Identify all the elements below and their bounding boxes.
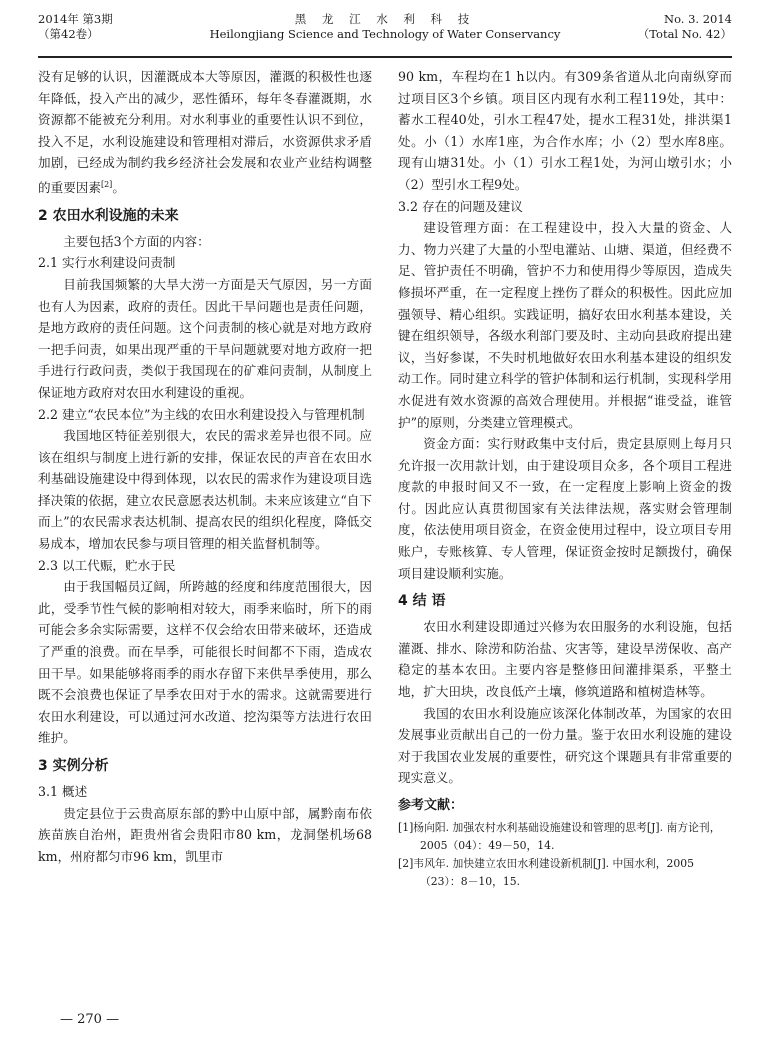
paragraph: 没有足够的认识，因灌溉成本大等原因，灌溉的积极性也逐年降低，投入产出的减少，恶性循环，每年冬春灌溉期，水资源都不能被充分利用。对水利事业的重要性认识不到位，投入不足，水利设施建设和管理相对滞后，水资源供求矛盾加剧，已经成为制约我乡经济社会发展和农业产业结构调整的重要因素[2]。	[38, 69, 372, 196]
paragraph: 90 km，车程均在1 h以内。有309条省道从北向南纵穿而过项目区3个乡镇。项目区内现有水利工程119处，其中：蓄水工程40处，引水工程47处，提水工程31处，排洪渠1处。小（1）水库1座，为合作水库；小（2）型水库8座。现有山塘31处。小（1）引水工程1处，为河山墩引水；小（2）型引水工程9处。	[398, 69, 732, 192]
section-heading: 3 实例分析	[38, 758, 109, 774]
left-column	[38, 66, 372, 867]
section-heading: 4 结 语	[398, 593, 446, 610]
paragraph: 我国地区特征差别很大，农民的需求差异也很不同。应该在组织与制度上进行新的安排，保证农民的声音在农田水利基础设施建设中得到体现，以农民的需求作为建设项目选择决策的依据，建立农民意愿表达机制。未来应该建立“自下而上”的农民需求表达机制、提高农民的组织化程度，降低交易成本，增加农民参与项目管理的相关监督机制等。	[38, 428, 372, 552]
journal-title-cn: 黑 龙 江 水 利 科 技	[294, 12, 476, 26]
right-column	[398, 66, 732, 891]
header-number	[638, 12, 732, 42]
references-heading: 参考文献：	[398, 798, 464, 813]
paragraph: 资金方面：实行财政集中支付后，贵定县原则上每月只允许报一次用款计划，由于建设项目众多，各个项目工程进度款的申报时间又不一致，在一定程度上影响上资金的拨付。因此应认真贯彻国家有关法律法规，落实财会管理制度，依法使用项目资金，在资金使用过程中，设立项目专用账户，专账核算、专人管理，保证资金按时足额拨付，确保项目建设顺利实施。	[398, 436, 732, 581]
page-header	[38, 6, 732, 58]
paragraph: 农田水利建设即通过兴修为农田服务的水利设施，包括灌溉、排水、除涝和防治盐、灾害等，建设旱涝保收、高产稳定的基本农田。主要内容是整修田间灌排渠系，平整土地，扩大田块，改良低产土壤，修筑道路和植树造林等。	[398, 619, 732, 700]
paragraph: 目前我国频繁的大旱大涝一方面是天气原因，另一方面也有人为因素，政府的责任。因此干旱问题也是责任问题，是地方政府的责任问题。这个问责制的核心就是对地方政府一把手问责，如果出现严重的干旱问题就要对地方政府一把手进行行政问责，类似于我国现在的矿难问责制，从制度上保证地方政府对农田水利建设的重视。	[38, 276, 372, 400]
header-no: No. 3. 2014	[664, 12, 732, 26]
paragraph: 我国的农田水利设施应该深化体制改革，为国家的农田发展事业贡献出自己的一份力量。鉴于农田水利设施的建设对于我国农业发展的重要性，研究这个课题具有非常重要的现实意义。	[398, 705, 732, 786]
reference-item: [1]杨向阳. 加强农村水利基础设施建设和管理的思考[J]. 南方论刊，2005（04）：49－50，14.	[398, 821, 721, 852]
subsection-heading: 3.1 概述	[38, 784, 88, 799]
paragraph: 主要包括3个方面的内容：	[63, 233, 210, 249]
subsection-heading: 2.2 建立“农民本位”为主线的农田水利建设投入与管理机制	[38, 406, 365, 422]
page-number: — 270 —	[60, 1012, 120, 1027]
paragraph: 贵定县位于云贵高原东部的黔中山原中部，属黔南布依族苗族自治州，距贵州省会贵阳市80 km，龙洞堡机场68 km，州府都匀市96 km，凯里市	[38, 805, 372, 864]
reference-item: [2]韦风年. 加快建立农田水利建设新机制[J]. 中国水利，2005（23）：8－10，15.	[398, 857, 694, 888]
journal-title-en: Heilongjiang Science and Technology of Water Conservancy	[209, 27, 561, 41]
citation: [2]	[100, 179, 113, 189]
paragraph: 建设管理方面：在工程建设中，投入大量的资金、人力、物力兴建了大量的小型电灌站、山塘、渠道，但经费不足、管护责任不明确，管护不力和使用得少等原因，造成失修损坏严重，在一定程度上挫伤了群众的积极性。因此应加强领导、精心组织。实践证明，搞好农田水利基本建设，关键在组织领导，各级水利部门要及时、主动向县政府提出建议，当好参谋，不失时机地做好农田水利基本建设的组织发动工作。同时建立科学的管护体制和运行机制，实现科学用水促进有效水资源的高效合理使用。并根据“谁受益，谁管护”的原则，分类建立管理模式。	[398, 220, 732, 430]
header-journal	[208, 12, 562, 42]
header-volume: （第42卷）	[38, 27, 99, 41]
header-issue	[38, 12, 113, 42]
header-year-issue: 2014年 第3期	[38, 12, 113, 26]
subsection-heading: 2.1 实行水利建设问责制	[38, 255, 176, 271]
subsection-heading: 3.2 存在的问题及建议	[398, 198, 523, 214]
subsection-heading: 2.3 以工代赈，贮水于民	[38, 557, 176, 573]
paragraph: 由于我国幅员辽阔，所跨越的经度和纬度范围很大，因此，受季节性气候的影响相对较大，雨季来临时，所下的雨可能会多余实际需要，这样不仅会给农田带来破坏，还造成了严重的浪费。而在旱季，可能很长时间都不下雨，造成农田干旱。如果能够将雨季的雨水存留下来供旱季使用，那么既不会浪费也保证了旱季农田对于水的需求。这就需要进行农田水利建设，可以通过河水改道、挖沟渠等方法进行农田维护。	[38, 579, 372, 746]
header-total-no: （Total No. 42）	[637, 27, 732, 41]
section-heading: 2 农田水利设施的未来	[38, 207, 179, 224]
